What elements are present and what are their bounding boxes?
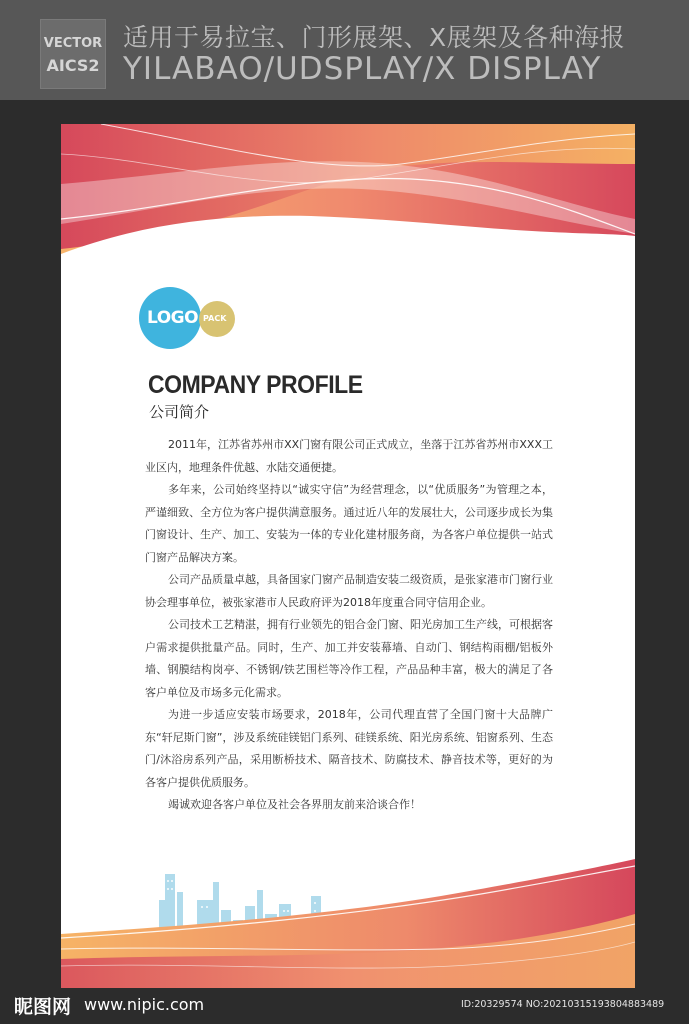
paragraph: 多年来，公司始终坚持以“诚实守信”为经营理念，以“优质服务”为管理之本，严谨细致、全方位为客户提供满意服务。通过近八年的发展壮大，公司逐步成长为集门窗设计、生产、加工、安装为一体的专业化建材服务商，为各客户单位提供一站式门窗产品解决方案。 bbox=[145, 483, 553, 564]
poster bbox=[61, 124, 635, 988]
paragraph: 公司产品质量卓越，具备国家门窗产品制造安装二级资质，是张家港市门窗行业协会理事单位，被张家港市人民政府评为2018年度重合同守信用企业。 bbox=[145, 573, 553, 609]
profile-title-en: COMPANY PROFILE bbox=[148, 371, 363, 399]
vector-badge bbox=[40, 19, 106, 89]
paragraph: 为进一步适应安装市场要求，2018年，公司代理直营了全国门窗十大品牌广东“轩尼斯门窗”，涉及系统硅镁铝门系列、硅镁系统、阳光房系统、铝窗系列、生态门/沐浴房系列产品，采用断桥技术、隔音技术、防腐技术、静音技术等，更好的为各客户提供优质服务。 bbox=[145, 708, 553, 789]
header-title-cn: 适用于易拉宝、门形展架、X展架及各种海报 bbox=[123, 23, 626, 52]
badge-line2: AICS2 bbox=[46, 56, 100, 75]
footer-image-id: ID:20329574 NO:20210315193804883489 bbox=[461, 999, 665, 1010]
profile-title-cn: 公司简介 bbox=[149, 403, 210, 421]
header-title-en: YILABAO/UDSPLAY/X DISPLAY bbox=[123, 51, 602, 87]
header-bar bbox=[0, 0, 689, 100]
profile-body bbox=[145, 434, 553, 817]
logo-text: LOGO bbox=[147, 308, 199, 328]
footer-site-logo: 昵图网 bbox=[14, 996, 72, 1018]
bottom-wave-decoration bbox=[61, 854, 635, 988]
paragraph: 竭诚欢迎各客户单位及社会各界朋友前来洽谈合作！ bbox=[168, 798, 421, 811]
paragraph: 2011年，江苏省苏州市XX门窗有限公司正式成立，坐落于江苏省苏州市XXX工业区内，地理条件优越、水陆交通便捷。 bbox=[145, 438, 553, 474]
paragraph: 公司技术工艺精湛，拥有行业领先的铝合金门窗、阳光房加工生产线，可根据客户需求提供批量产品。同时，生产、加工并安装幕墙、自动门、钢结构雨棚/铝板外墙、钢膜结构岗亭、不锈钢/铁艺围栏等冷作工程，产品品种丰富，极大的满足了各客户单位及市场多元化需求。 bbox=[145, 618, 553, 699]
footer-url[interactable]: www.nipic.com bbox=[84, 995, 205, 1014]
top-wave-decoration bbox=[61, 124, 635, 294]
pack-text: PACK bbox=[203, 314, 227, 323]
badge-line1: VECTOR bbox=[43, 36, 103, 51]
